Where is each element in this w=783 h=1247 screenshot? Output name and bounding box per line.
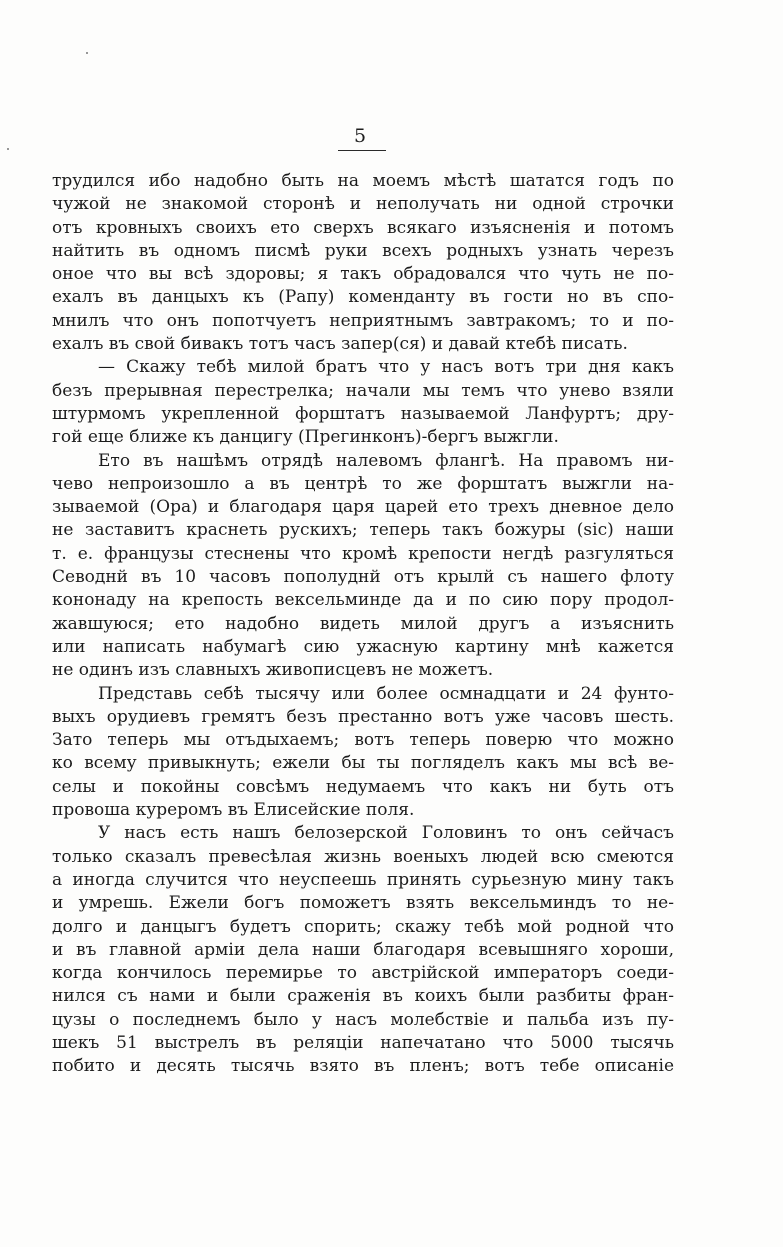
text-line: Севоднй въ 10 часовъ пополуднй отъ крылй съ нашего флоту [52, 567, 674, 588]
text-line: побито и десять тысячь взято въ пленъ; вотъ тебе описаніе [52, 1056, 674, 1077]
paper-speck [86, 52, 88, 54]
text-line: шекъ 51 выстрелъ въ реляціи напечатано что 5000 тысячь [52, 1032, 674, 1053]
text-line: — Скажу тебѣ милой братъ что у насъ вотъ три дня какъ [98, 357, 674, 378]
text-line: ехалъ въ данцыхъ къ (Рапу) коменданту въ гости но въ спо- [52, 287, 674, 308]
text-line: Зато теперь мы отъдыхаемъ; вотъ теперь поверю что можно [52, 730, 674, 751]
text-line: чево непроизошло а въ центрѣ то же форштатъ выжгли на- [52, 473, 674, 494]
text-line: и умрешь. Ежели богъ поможетъ взять вексельминдъ то не- [52, 893, 674, 914]
text-line: мнилъ что онъ попотчуетъ неприятнымъ завтракомъ; то и по- [52, 310, 674, 331]
paragraph [52, 450, 674, 683]
text-line: гой еще ближе къ данцигу (Прегинконъ)-бергъ выжгли. [52, 427, 559, 448]
text-line: чужой не знакомой сторонѣ и неполучать ни одной строчки [52, 194, 674, 215]
text-line: а иногда случится что неуспеешь принять сурьезную мину такъ [52, 869, 674, 890]
text-line: селы и покойны совсѣмъ недумаемъ что какъ ни буть отъ [52, 776, 674, 797]
text-line: когда кончилось перемирье то австрійской императоръ соеди- [52, 963, 674, 984]
paragraph [52, 356, 674, 449]
page-number: 5 [353, 125, 367, 147]
text-line: безъ прерывная перестрелка; начали мы темъ что унево взяли [52, 380, 674, 401]
text-line: т. е. французы стеснены что кромѣ крепости негдѣ разгуляться [52, 543, 674, 564]
text-line: или написать набумагѣ сию ужасную картину мнѣ кажется [52, 636, 674, 657]
text-line: ехалъ въ свой бивакъ тотъ часъ запер(ся) и давай ктебѣ писать. [52, 334, 628, 355]
paragraph [52, 170, 674, 356]
text-line: трудился ибо надобно быть на моемъ мѣстѣ шататся годъ по [52, 171, 674, 191]
paragraph [52, 822, 674, 1078]
text-line: ко всему привыкнуть; ежели бы ты погляделъ какъ мы всѣ ве- [52, 753, 674, 774]
text-line: зываемой (Ора) и благодаря царя царей ето трехъ дневное дело [52, 497, 674, 518]
text-line: штурмомъ укрепленной форштатъ называемой Ланфуртъ; дру- [52, 403, 674, 424]
text-line: не заставитъ краснеть рускихъ; теперь такъ божуры (sic) наши [52, 520, 674, 541]
text-line: отъ кровныхъ своихъ ето сверхъ всякаго изъясненія и потомъ [52, 217, 674, 238]
paper-speck [7, 148, 9, 150]
page-number-underline [338, 150, 386, 151]
text-line: не одинъ изъ славныхъ живописцевъ не можетъ. [52, 660, 494, 681]
text-line: выхъ орудиевъ гремятъ безъ престанно вотъ уже часовъ шесть. [52, 706, 674, 727]
text-line: Ето въ нашѣмъ отрядѣ налевомъ флангѣ. На правомъ ни- [98, 450, 674, 471]
paragraph [52, 683, 674, 823]
text-line: Представь себѣ тысячу или более осмнадцати и 24 фунто- [98, 683, 674, 704]
text-line: нился съ нами и были сраженія въ коихъ были разбиты фран- [52, 986, 674, 1007]
text-line: и въ главной арміи дела наши благодаря всевышняго хороши, [52, 939, 674, 960]
text-line: только сказалъ превесѣлая жизнь военыхъ людей всю смеются [52, 846, 674, 867]
text-line: долго и данцыгъ будетъ спорить; скажу тебѣ мой родной что [52, 916, 674, 937]
text-line: оное что вы всѣ здоровы; я такъ обрадовался что чуть не по- [52, 264, 674, 285]
text-line: кононаду на крепость вексельминде да и по сию пору продол- [52, 590, 674, 611]
text-line: жавшуюся; ето надобно видеть милой другъ а изъяснить [52, 613, 674, 634]
letter-body [52, 170, 674, 1079]
text-line: цузы о последнемъ было у насъ молебствіе и пальба изъ пу- [52, 1009, 674, 1030]
text-line: У насъ есть нашъ белозерской Головинъ то онъ сейчасъ [98, 823, 674, 844]
text-line: провоша куреромъ въ Елисейские поля. [52, 800, 415, 821]
text-line: найтить въ одномъ писмѣ руки всехъ родныхъ узнать черезъ [52, 240, 674, 261]
